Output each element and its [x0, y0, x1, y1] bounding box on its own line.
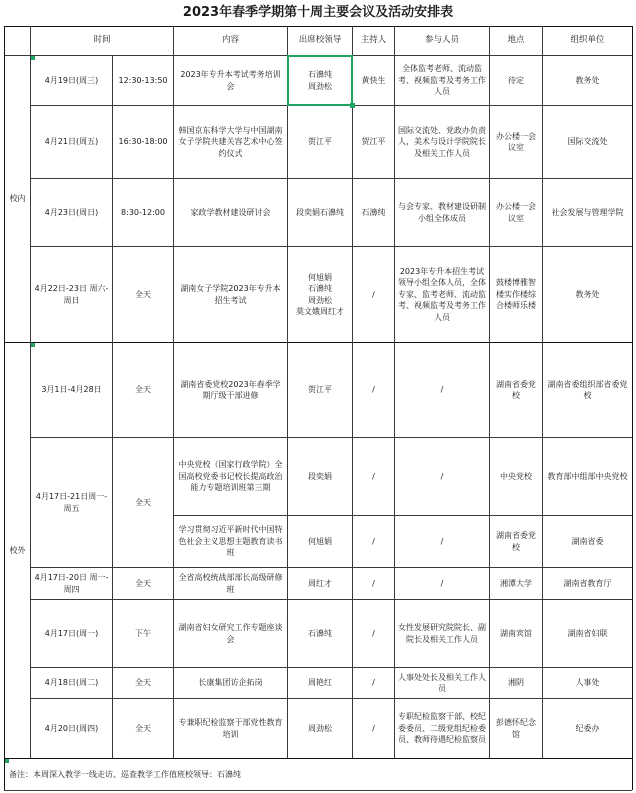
cell-participants: 国际交流处、党政办负责人，美术与设计学院院长及相关工作人员: [398, 125, 486, 158]
cell-host: 黄快生: [361, 75, 386, 85]
cell-time: 全天: [135, 678, 151, 688]
cell-host: 石濞纯: [361, 207, 386, 217]
cell-content: 湖南省妇女研究工作专题座谈会: [178, 623, 283, 644]
cell-participants: 人事处处长及相关工作人员: [398, 672, 486, 693]
header-participants: 参与人员: [424, 35, 459, 46]
note-row: 备注：本周深入教学一线走访、巡查教学工作值班校领导：石濞纯: [9, 769, 241, 779]
cell-organizer: 湖南省教育厅: [563, 578, 612, 588]
cell-leader: 何旭娟: [308, 536, 332, 546]
cell-participants: 与会专家、教材建设研制小组全体成员: [398, 202, 486, 223]
cell-host: 贺江平: [361, 137, 386, 147]
cell-indicator-icon: [31, 343, 35, 347]
cell-content: 湖南女子学院2023年专升本招生考试: [180, 284, 281, 305]
grid-line-bottom: [4, 790, 632, 791]
cell-content: 长康集团访企拓岗: [198, 678, 263, 688]
cell-organizer: 社会发展与管理学院: [551, 207, 624, 217]
cell-date: 3月1日-4月28日: [41, 385, 102, 395]
cell-time: 全天: [135, 385, 151, 395]
cell-time: 下午: [135, 628, 151, 638]
cell-content: 中央党校（国家行政学院）全国高校党委书记校长提高政治能力专题培训班第三期: [178, 460, 283, 493]
cell-leader: 贺江平: [308, 385, 332, 395]
cell-time: 全天: [135, 578, 151, 588]
header-location: 地点: [507, 35, 525, 46]
cell-date: 4月17日(周一): [44, 628, 99, 638]
cell-time: 16:30-18:00: [118, 137, 168, 147]
cell-host: /: [372, 723, 375, 733]
cell-content: 2023年专升本考试考务培训会: [180, 70, 281, 91]
cell-participants: /: [440, 385, 444, 395]
section-external: 校外: [9, 545, 26, 555]
cell-time: 12:30-13:50: [118, 75, 168, 85]
cell-time: 全天: [135, 289, 151, 299]
cell-location: 湖南宾馆: [500, 628, 532, 638]
cell-host: /: [372, 385, 375, 395]
grid-line-right: [632, 26, 633, 790]
cell-date: 4月21日(周五): [44, 137, 99, 147]
header-time: 时间: [93, 35, 111, 46]
cell-content: 学习贯彻习近平新时代中国特色社会主义思想主题教育读书班: [178, 525, 283, 558]
cell-location: 办公楼一会议室: [496, 131, 536, 152]
cell-content: 湖南省委党校2023年春季学期厅级干部进修: [180, 379, 281, 400]
header-leader: 出席校领导: [298, 35, 342, 46]
cell-organizer: 教务处: [575, 289, 600, 299]
cell-location: 湘潭大学: [500, 578, 532, 588]
cell-location: 湖南省委党校: [496, 531, 536, 552]
cell-participants: 全体监考老师、流动监考、视频监考及考务工作人员: [398, 64, 486, 97]
cell-content: 专兼职纪检监察干部党性教育培训: [178, 718, 283, 739]
cell-location: 彭德怀纪念馆: [496, 718, 536, 739]
cell-organizer: 教务处: [575, 75, 600, 85]
cell-time: 全天: [135, 723, 151, 733]
cell-location: 湖南省委党校: [496, 379, 536, 400]
cell-host: /: [372, 289, 375, 299]
cell-organizer: 湖南省妇联: [567, 628, 608, 638]
cell-date: 4月20日(周四): [44, 723, 99, 733]
cell-organizer: 湖南省委组织部省委党校: [547, 379, 628, 400]
cell-leader: 段奕娟: [308, 471, 332, 481]
cell-time: 全天: [135, 497, 151, 507]
cell-host: /: [372, 678, 375, 688]
section-internal: 校内: [9, 194, 26, 204]
cell-date: 4月22日-23日 周六-周日: [34, 284, 109, 305]
header-organizer: 组织单位: [570, 35, 605, 46]
cell-organizer: 纪委办: [575, 723, 600, 733]
cell-leader: 贺江平: [308, 137, 332, 147]
cell-organizer: 教育部中组部中央党校: [547, 471, 628, 481]
cell-location: 湘阴: [508, 678, 524, 688]
cell-date: 4月17日-21日周一-周五: [35, 492, 108, 513]
cell-leader: 石濞纯 周劲松: [308, 70, 332, 91]
sheet-title: 2023年春季学期第十周主要会议及活动安排表: [182, 5, 454, 20]
header-host: 主持人: [360, 35, 387, 46]
cell-leader: 段奕娟石濞纯: [296, 207, 344, 217]
cell-date: 4月17日-20日 周一-周四: [34, 573, 109, 594]
cell-content: 全省高校统战部部长高级研修班: [178, 573, 283, 594]
fill-handle[interactable]: [350, 103, 355, 108]
cell-host: /: [372, 628, 375, 638]
cell-participants: 2023年专升本招生考试领导小组全体人员，全体专家、监考老师、流动监考、视频监考及考务工作人员: [398, 266, 486, 322]
cell-participants: 专职纪检监察干部、校纪委委员、二级党组纪检委员、教师待遇纪检监察员: [398, 712, 486, 745]
cell-organizer: 湖南省委: [571, 536, 604, 546]
cell-location: 中央党校: [500, 471, 532, 481]
cell-participants: /: [440, 536, 444, 546]
cell-leader: 石濞纯: [308, 628, 332, 638]
cell-leader: 周艳红: [308, 678, 332, 688]
cell-leader: 周红才: [308, 578, 332, 588]
cell-date: 4月18日(周二): [44, 678, 99, 688]
cell-content: 家政学教材建设研讨会: [190, 207, 271, 217]
cell-participants: /: [440, 471, 444, 481]
cell-organizer: 人事处: [575, 678, 600, 688]
cell-date: 4月23日(周日): [44, 207, 99, 217]
cell-host: /: [372, 536, 375, 546]
cell-leader: 周劲松: [308, 723, 332, 733]
cell-participants: 女性发展研究院院长、副院长及相关工作人员: [398, 623, 486, 644]
cell-time: 8:30-12:00: [121, 207, 165, 217]
cell-location: 鼓楼博雅智楼实作楼综合楼师乐楼: [496, 278, 536, 311]
cell-participants: /: [440, 578, 444, 588]
cell-indicator-icon: [31, 56, 35, 60]
cell-host: /: [372, 578, 375, 588]
cell-location: 待定: [508, 75, 524, 85]
cell-date: 4月19日(周三): [44, 75, 99, 85]
cell-host: /: [372, 471, 375, 481]
cell-content: 韩国京东科学大学与中国湖南女子学院共建关容艺术中心签约仪式: [178, 125, 283, 158]
header-content: 内容: [221, 35, 239, 46]
cell-location: 办公楼一会议室: [496, 202, 536, 223]
cell-organizer: 国际交流处: [567, 137, 608, 147]
active-cell-selection[interactable]: [287, 55, 353, 106]
cell-indicator-icon: [5, 759, 9, 763]
cell-leader: 何旭娟 石濞纯 周劲松 莫文娥周红才: [296, 272, 344, 316]
